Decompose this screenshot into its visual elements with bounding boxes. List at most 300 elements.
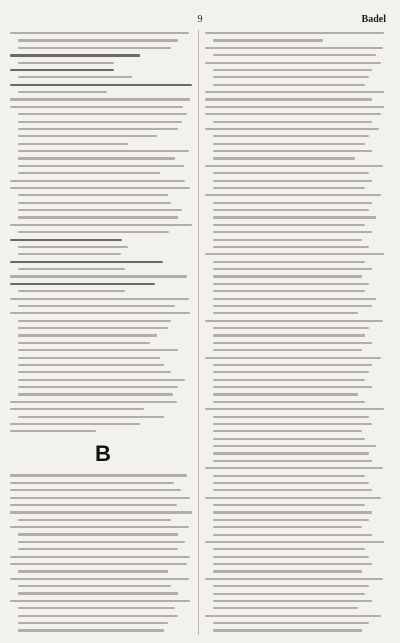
directory-entry-line (18, 76, 132, 78)
directory-entry-line (205, 98, 372, 100)
directory-entry-line (213, 150, 372, 152)
page-number: 9 (197, 14, 203, 25)
directory-entry-line (205, 615, 381, 617)
directory-entry-line (10, 54, 140, 57)
directory-entry (10, 296, 196, 302)
directory-entry-line (213, 327, 369, 329)
directory-entry-line (213, 172, 369, 174)
directory-entry (205, 480, 390, 486)
directory-entry-line (205, 320, 383, 322)
directory-entry-line (18, 62, 114, 64)
directory-entry-line (18, 113, 187, 115)
directory-entry (10, 111, 196, 117)
directory-entry-line (10, 239, 122, 242)
directory-entry (205, 133, 390, 139)
directory-entry (10, 133, 196, 139)
directory-entry-line (10, 511, 192, 513)
directory-entry-line (213, 511, 372, 513)
directory-entry-line (205, 165, 383, 167)
directory-entry-line (205, 467, 383, 469)
directory-entry-line (213, 305, 372, 307)
directory-entry-line (205, 47, 383, 49)
directory-entry-line (18, 548, 178, 550)
directory-entry-line (10, 187, 190, 189)
directory-entry (205, 362, 390, 368)
directory-entry (205, 473, 390, 479)
directory-entry-line (213, 622, 369, 624)
directory-entry-line (213, 268, 372, 270)
directory-entry (10, 502, 196, 508)
directory-entry (205, 620, 390, 626)
directory-entry (205, 222, 390, 228)
directory-entry-line (205, 541, 384, 543)
directory-entry-line (213, 143, 365, 145)
directory-entry (10, 332, 196, 338)
directory-entry (205, 60, 390, 66)
directory-entry-line (213, 202, 372, 204)
directory-entry (10, 369, 196, 375)
directory-entry (10, 428, 196, 434)
directory-entry (205, 244, 390, 250)
directory-entry (10, 178, 196, 184)
directory-entry-line (10, 408, 144, 410)
directory-entry-line (213, 556, 369, 558)
directory-entry-line (18, 157, 175, 159)
directory-entry-line (10, 600, 190, 602)
directory-entry (205, 561, 390, 567)
directory-entry-line (205, 106, 384, 108)
directory-entry (10, 325, 196, 331)
directory-entry (205, 495, 390, 501)
directory-entry-line (18, 541, 185, 543)
directory-entry-line (213, 438, 365, 440)
directory-entry (10, 627, 196, 633)
directory-entry-line (213, 600, 372, 602)
directory-entry (205, 524, 390, 530)
directory-entry-line (213, 364, 372, 366)
directory-entry (205, 583, 390, 589)
directory-entry-line (213, 39, 323, 41)
directory-entry-line (10, 32, 189, 34)
directory-entry (205, 207, 390, 213)
directory-entry-line (213, 334, 365, 336)
directory-entry-line (213, 593, 365, 595)
directory-entry-line (213, 157, 355, 159)
directory-entry-line (10, 180, 185, 182)
directory-entry-line (213, 519, 369, 521)
directory-entry-line (213, 489, 372, 491)
directory-entry-line (10, 482, 174, 484)
directory-entry (205, 465, 390, 471)
directory-entry (10, 74, 196, 80)
directory-entry (10, 89, 196, 95)
directory-entry (205, 428, 390, 434)
directory-entry (10, 613, 196, 619)
directory-entry (10, 561, 196, 567)
directory-entry (10, 163, 196, 169)
directory-entry-line (10, 84, 192, 87)
directory-entry-line (18, 327, 168, 329)
directory-entry-line (205, 194, 381, 196)
directory-entry-line (205, 357, 381, 359)
directory-entry (205, 391, 390, 397)
directory-entry-line (18, 386, 178, 388)
directory-entry-line (213, 534, 372, 536)
directory-entry (10, 605, 196, 611)
directory-entry-line (213, 393, 358, 395)
directory-entry-line (10, 69, 114, 72)
directory-entry-line (205, 32, 384, 34)
directory-entry-line (18, 135, 157, 137)
directory-entry (205, 281, 390, 287)
directory-entry (10, 60, 196, 66)
directory-entry-line (18, 305, 175, 307)
directory-entry-line (18, 357, 160, 359)
directory-entry-line (213, 607, 358, 609)
directory-entry (205, 318, 390, 324)
directory-entry-line (18, 216, 178, 218)
directory-entry (10, 391, 196, 397)
directory-entry (10, 251, 196, 257)
directory-entry (10, 155, 196, 161)
directory-entry-line (213, 379, 365, 381)
directory-entry-line (213, 209, 369, 211)
directory-entry-line (18, 519, 171, 521)
directory-entry-line (213, 231, 372, 233)
directory-entry (10, 487, 196, 493)
directory-entry (205, 598, 390, 604)
directory-entry-line (213, 482, 369, 484)
directory-entry-line (213, 135, 369, 137)
directory-entry-line (18, 364, 164, 366)
right-column (198, 30, 390, 635)
directory-entry (10, 141, 196, 147)
directory-entry-line (10, 578, 189, 580)
directory-entry-line (18, 194, 168, 196)
directory-entry (205, 384, 390, 390)
directory-entry (10, 310, 196, 316)
directory-entry-line (205, 91, 384, 93)
directory-entry (10, 273, 196, 279)
directory-entry (10, 266, 196, 272)
directory-entry (10, 347, 196, 353)
directory-entry-line (213, 460, 372, 462)
directory-entry-line (213, 290, 365, 292)
directory-entry (205, 450, 390, 456)
directory-entry-line (18, 615, 178, 617)
entry-list-left-b (10, 472, 196, 635)
directory-entry-line (18, 570, 168, 572)
directory-entry-line (213, 298, 376, 300)
directory-entry-line (205, 408, 384, 410)
directory-entry (10, 495, 196, 501)
directory-entry-line (18, 622, 168, 624)
directory-entry (10, 96, 196, 102)
directory-entry-line (18, 607, 175, 609)
directory-entry-line (205, 128, 379, 130)
directory-entry (205, 414, 390, 420)
directory-entry (205, 74, 390, 80)
directory-entry-line (18, 393, 173, 395)
directory-entry (10, 583, 196, 589)
directory-entry-line (213, 629, 362, 631)
directory-entry-line (213, 224, 365, 226)
directory-entry-line (213, 445, 376, 447)
directory-entry (10, 67, 196, 73)
directory-entry-line (213, 275, 362, 277)
directory-entry-line (10, 98, 190, 100)
directory-entry (205, 266, 390, 272)
directory-entry (205, 200, 390, 206)
directory-entry-line (18, 290, 125, 292)
directory-entry-line (213, 401, 365, 403)
directory-entry-line (213, 349, 362, 351)
directory-entry-line (213, 570, 362, 572)
section-letter (10, 440, 196, 468)
directory-entry-line (213, 371, 369, 373)
directory-entry (10, 546, 196, 552)
directory-entry (10, 590, 196, 596)
directory-entry (205, 96, 390, 102)
directory-entry (205, 163, 390, 169)
directory-entry-line (18, 533, 178, 535)
directory-entry (205, 627, 390, 633)
directory-entry (205, 170, 390, 176)
directory-entry (10, 340, 196, 346)
directory-entry (10, 52, 196, 58)
directory-entry (10, 362, 196, 368)
running-head (10, 12, 390, 28)
directory-entry-line (213, 216, 376, 218)
directory-entry (205, 89, 390, 95)
directory-entry-line (213, 342, 372, 344)
directory-entry-line (18, 585, 171, 587)
directory-entry-line (213, 563, 372, 565)
directory-entry-line (10, 283, 155, 286)
directory-entry (10, 104, 196, 110)
directory-entry-line (213, 548, 365, 550)
directory-entry (10, 200, 196, 206)
directory-entry-line (213, 69, 372, 71)
directory-entry-line (213, 312, 358, 314)
directory-entry (205, 141, 390, 147)
directory-entry (10, 531, 196, 537)
directory-entry-line (18, 121, 182, 123)
directory-entry-line (18, 202, 171, 204)
directory-entry (205, 229, 390, 235)
directory-entry (205, 355, 390, 361)
directory-entry-line (10, 261, 163, 264)
directory-entry (10, 598, 196, 604)
directory-entry-line (10, 298, 189, 300)
directory-entry (10, 148, 196, 154)
directory-entry (10, 214, 196, 220)
directory-entry (10, 126, 196, 132)
directory-entry (205, 288, 390, 294)
directory-entry (205, 377, 390, 383)
directory-entry-line (213, 452, 369, 454)
directory-entry (10, 472, 196, 478)
directory-entry (10, 222, 196, 228)
directory-entry (205, 237, 390, 243)
directory-entry-line (213, 526, 362, 528)
directory-entry-line (18, 165, 184, 167)
directory-entry-line (213, 84, 365, 86)
directory-entry (205, 259, 390, 265)
directory-entry-line (213, 180, 372, 182)
directory-entry (205, 37, 390, 43)
directory-entry-line (18, 320, 171, 322)
directory-entry-line (18, 47, 171, 49)
directory-entry (10, 421, 196, 427)
directory-entry-line (213, 187, 365, 189)
directory-entry (10, 480, 196, 486)
directory-entry (205, 613, 390, 619)
directory-entry-line (18, 143, 128, 145)
directory-entry-line (18, 91, 107, 93)
directory-entry (205, 185, 390, 191)
directory-entry-line (10, 312, 190, 314)
directory-entry-line (213, 475, 365, 477)
directory-entry (205, 532, 390, 538)
directory-entry-line (10, 106, 183, 108)
directory-entry-line (18, 231, 169, 233)
directory-entry (205, 605, 390, 611)
directory-entry-line (213, 430, 362, 432)
directory-entry (10, 517, 196, 523)
directory-entry (10, 620, 196, 626)
directory-entry (205, 178, 390, 184)
directory-entry (10, 355, 196, 361)
entry-list-left-a (10, 30, 196, 434)
directory-entry (205, 517, 390, 523)
directory-entry (205, 539, 390, 545)
directory-entry (205, 458, 390, 464)
directory-entry-line (18, 371, 171, 373)
directory-entry (10, 37, 196, 43)
directory-entry (205, 45, 390, 51)
directory-entry (10, 377, 196, 383)
directory-entry (10, 207, 196, 213)
directory-entry (10, 244, 196, 250)
directory-entry-line (18, 342, 150, 344)
directory-entry (205, 303, 390, 309)
directory-entry (205, 67, 390, 73)
directory-entry (205, 192, 390, 198)
directory-entry (10, 554, 196, 560)
entry-list-right (205, 30, 390, 634)
directory-entry-line (18, 334, 157, 336)
directory-entry-line (213, 239, 362, 241)
directory-entry (205, 509, 390, 515)
directory-entry (10, 82, 196, 88)
directory-entry (205, 421, 390, 427)
directory-entry (10, 568, 196, 574)
directory-entry (10, 576, 196, 582)
directory-entry-line (205, 62, 381, 64)
directory-entry-line (205, 113, 381, 115)
directory-entry (205, 30, 390, 36)
directory-entry-line (18, 128, 178, 130)
directory-entry-line (213, 283, 369, 285)
directory-entry (205, 126, 390, 132)
directory-entry (205, 119, 390, 125)
directory-entry-line (10, 497, 190, 499)
directory-entry (205, 340, 390, 346)
directory-entry (10, 509, 196, 515)
directory-entry-line (10, 423, 140, 425)
directory-entry (205, 591, 390, 597)
directory-entry (205, 554, 390, 560)
directory-entry-line (205, 578, 383, 580)
directory-entry (205, 406, 390, 412)
directory-entry-line (18, 379, 185, 381)
directory-entry-line (18, 39, 178, 41)
directory-entry-line (10, 489, 181, 491)
directory-entry (205, 546, 390, 552)
directory-entry-line (10, 430, 96, 432)
directory-entry-line (18, 268, 125, 270)
directory-entry (205, 310, 390, 316)
directory-entry-line (18, 416, 164, 418)
section-letter-text: B (95, 441, 111, 467)
running-head-word: Badel (361, 14, 386, 25)
directory-entry-line (18, 592, 178, 594)
directory-entry-line (213, 121, 372, 123)
directory-entry (205, 214, 390, 220)
directory-entry-line (213, 423, 372, 425)
directory-entry (205, 325, 390, 331)
directory-entry-line (213, 246, 369, 248)
directory-entry-line (10, 474, 187, 476)
directory-entry (205, 251, 390, 257)
directory-entry-line (10, 563, 187, 565)
directory-entry (205, 52, 390, 58)
directory-entry (10, 45, 196, 51)
directory-entry-line (213, 416, 369, 418)
directory-entry-line (10, 275, 187, 277)
directory-entry (205, 436, 390, 442)
directory-entry-line (18, 253, 121, 255)
directory-entry (10, 318, 196, 324)
directory-entry-line (205, 253, 384, 255)
directory-entry-line (213, 386, 372, 388)
directory-entry (205, 296, 390, 302)
directory-entry (10, 170, 196, 176)
directory-entry (205, 347, 390, 353)
directory-entry (205, 487, 390, 493)
directory-entry (10, 229, 196, 235)
directory-entry (10, 539, 196, 545)
directory-entry (205, 576, 390, 582)
directory-entry (10, 259, 196, 265)
directory-entry-line (18, 349, 178, 351)
directory-entry-line (10, 504, 177, 506)
directory-entry-line (18, 209, 182, 211)
directory-entry (10, 414, 196, 420)
directory-entry (10, 119, 196, 125)
directory-entry-line (10, 556, 190, 558)
directory-entry-line (18, 629, 164, 631)
directory-entry-line (213, 261, 365, 263)
directory-entry-line (213, 504, 365, 506)
directory-entry (205, 568, 390, 574)
directory-entry-line (18, 246, 128, 248)
directory-entry-line (213, 585, 369, 587)
entry-columns (10, 30, 390, 635)
directory-entry-line (10, 224, 192, 226)
directory-entry-line (18, 150, 189, 152)
